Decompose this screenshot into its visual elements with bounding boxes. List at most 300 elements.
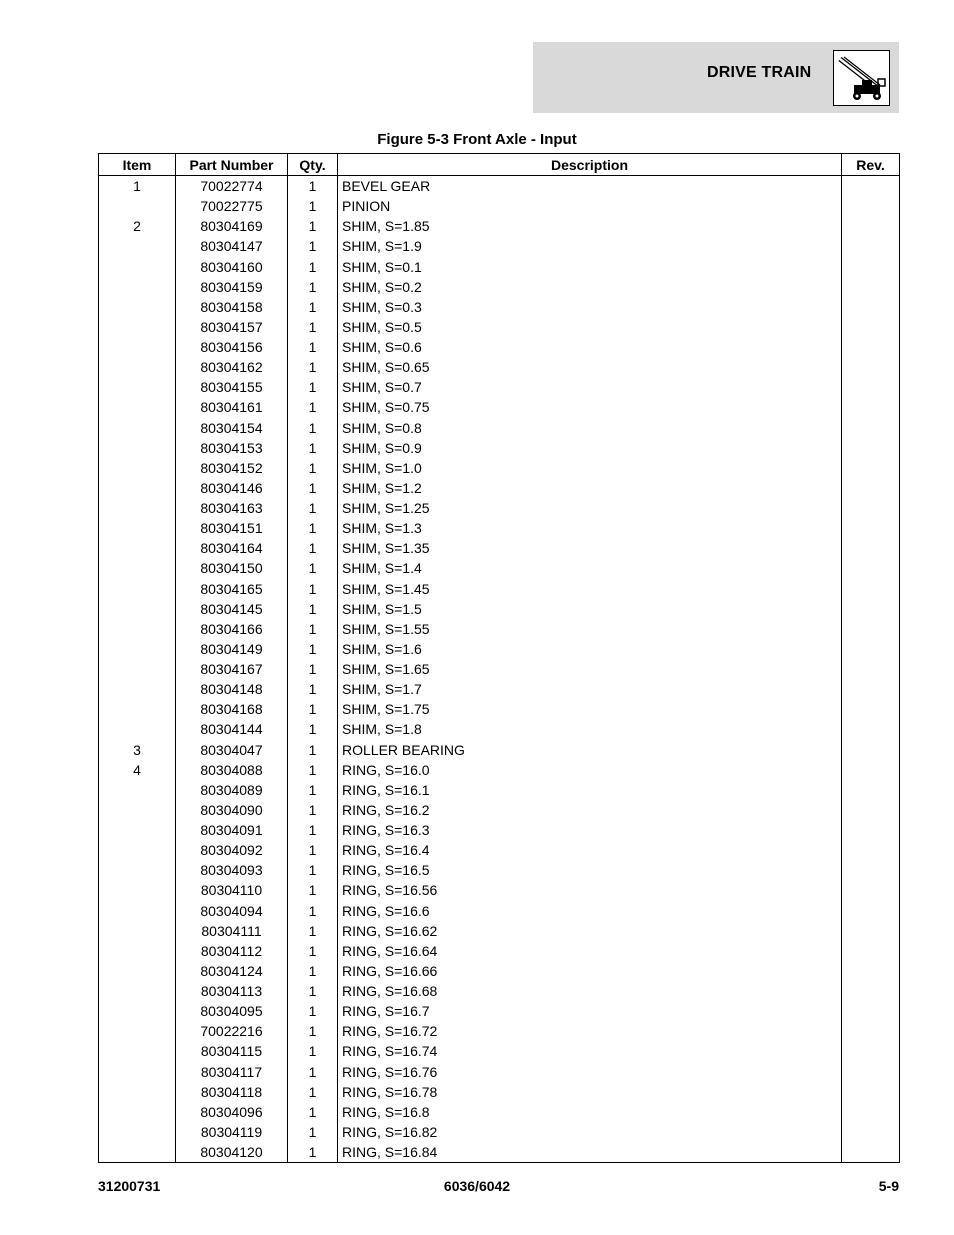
cell-part-number: 80304156 [176, 337, 288, 357]
table-row [99, 719, 900, 739]
cell-description: SHIM, S=1.6 [338, 639, 842, 659]
cell-qty: 1 [288, 579, 338, 599]
cell-part-number: 80304164 [176, 538, 288, 558]
cell-item [99, 438, 176, 458]
cell-description: SHIM, S=0.5 [338, 317, 842, 337]
table-row [99, 1082, 900, 1102]
cell-rev [842, 196, 900, 216]
cell-description: RING, S=16.84 [338, 1142, 842, 1163]
cell-item [99, 579, 176, 599]
table-row [99, 458, 900, 478]
parts-table-body [99, 176, 900, 1163]
table-row [99, 277, 900, 297]
cell-qty: 1 [288, 639, 338, 659]
cell-rev [842, 458, 900, 478]
cell-qty: 1 [288, 337, 338, 357]
cell-qty: 1 [288, 880, 338, 900]
table-row [99, 699, 900, 719]
table-row [99, 317, 900, 337]
cell-rev [842, 679, 900, 699]
table-row [99, 599, 900, 619]
cell-part-number: 80304124 [176, 961, 288, 981]
cell-part-number: 80304113 [176, 981, 288, 1001]
cell-description: RING, S=16.68 [338, 981, 842, 1001]
cell-item [99, 397, 176, 417]
cell-description: SHIM, S=0.1 [338, 257, 842, 277]
cell-part-number: 80304159 [176, 277, 288, 297]
column-header-part-number: Part Number [176, 154, 288, 176]
section-title: DRIVE TRAIN [707, 64, 812, 81]
cell-qty: 1 [288, 1122, 338, 1142]
cell-qty: 1 [288, 740, 338, 760]
cell-description: SHIM, S=0.65 [338, 357, 842, 377]
table-row [99, 558, 900, 578]
cell-rev [842, 317, 900, 337]
cell-rev [842, 1001, 900, 1021]
cell-description: RING, S=16.72 [338, 1021, 842, 1041]
table-row [99, 860, 900, 880]
table-row [99, 639, 900, 659]
cell-part-number: 80304088 [176, 760, 288, 780]
cell-description: RING, S=16.1 [338, 780, 842, 800]
cell-qty: 1 [288, 1041, 338, 1061]
cell-rev [842, 800, 900, 820]
cell-description: SHIM, S=1.3 [338, 518, 842, 538]
cell-qty: 1 [288, 719, 338, 739]
cell-rev [842, 518, 900, 538]
cell-rev [842, 337, 900, 357]
cell-part-number: 80304118 [176, 1082, 288, 1102]
cell-qty: 1 [288, 458, 338, 478]
cell-item [99, 518, 176, 538]
table-row [99, 257, 900, 277]
cell-rev [842, 438, 900, 458]
cell-part-number: 80304158 [176, 297, 288, 317]
cell-part-number: 80304152 [176, 458, 288, 478]
table-row [99, 740, 900, 760]
cell-rev [842, 579, 900, 599]
parts-table [98, 153, 900, 1163]
cell-rev [842, 297, 900, 317]
cell-part-number: 80304115 [176, 1041, 288, 1061]
cell-part-number: 80304095 [176, 1001, 288, 1021]
cell-rev [842, 1082, 900, 1102]
cell-part-number: 80304150 [176, 558, 288, 578]
cell-qty: 1 [288, 176, 338, 197]
cell-item [99, 277, 176, 297]
cell-part-number: 80304094 [176, 901, 288, 921]
table-row [99, 538, 900, 558]
cell-item [99, 418, 176, 438]
cell-qty: 1 [288, 478, 338, 498]
cell-part-number: 80304160 [176, 257, 288, 277]
cell-description: BEVEL GEAR [338, 176, 842, 197]
cell-description: SHIM, S=1.55 [338, 619, 842, 639]
cell-part-number: 80304047 [176, 740, 288, 760]
cell-part-number: 80304096 [176, 1102, 288, 1122]
cell-description: SHIM, S=0.6 [338, 337, 842, 357]
cell-item [99, 236, 176, 256]
cell-description: SHIM, S=0.7 [338, 377, 842, 397]
cell-rev [842, 478, 900, 498]
cell-part-number: 80304163 [176, 498, 288, 518]
table-row [99, 498, 900, 518]
cell-item [99, 921, 176, 941]
cell-part-number: 70022216 [176, 1021, 288, 1041]
cell-item [99, 498, 176, 518]
cell-rev [842, 659, 900, 679]
cell-part-number: 80304089 [176, 780, 288, 800]
cell-item [99, 1142, 176, 1163]
cell-rev [842, 760, 900, 780]
table-row [99, 196, 900, 216]
cell-item [99, 458, 176, 478]
cell-qty: 1 [288, 599, 338, 619]
cell-qty: 1 [288, 357, 338, 377]
cell-part-number: 80304090 [176, 800, 288, 820]
cell-qty: 1 [288, 1021, 338, 1041]
cell-item [99, 1102, 176, 1122]
cell-description: RING, S=16.64 [338, 941, 842, 961]
footer-model: 6036/6042 [443, 1178, 511, 1194]
table-row [99, 840, 900, 860]
cell-rev [842, 1102, 900, 1122]
table-row [99, 418, 900, 438]
table-row [99, 820, 900, 840]
cell-rev [842, 840, 900, 860]
column-header-description: Description [338, 154, 842, 176]
cell-description: SHIM, S=0.9 [338, 438, 842, 458]
cell-rev [842, 257, 900, 277]
cell-part-number: 80304162 [176, 357, 288, 377]
cell-item [99, 377, 176, 397]
figure-title: Figure 5-3 Front Axle - Input [377, 131, 577, 148]
cell-item [99, 860, 176, 880]
cell-item: 3 [99, 740, 176, 760]
cell-description: RING, S=16.2 [338, 800, 842, 820]
cell-item [99, 196, 176, 216]
cell-qty: 1 [288, 317, 338, 337]
cell-rev [842, 1041, 900, 1061]
cell-item [99, 1082, 176, 1102]
cell-item [99, 538, 176, 558]
cell-part-number: 80304093 [176, 860, 288, 880]
cell-rev [842, 1122, 900, 1142]
cell-part-number: 80304119 [176, 1122, 288, 1142]
cell-item [99, 599, 176, 619]
cell-part-number: 80304168 [176, 699, 288, 719]
cell-item [99, 357, 176, 377]
cell-qty: 1 [288, 1102, 338, 1122]
cell-rev [842, 941, 900, 961]
cell-rev [842, 699, 900, 719]
cell-description: SHIM, S=1.65 [338, 659, 842, 679]
column-header-rev: Rev. [842, 154, 900, 176]
cell-rev [842, 599, 900, 619]
cell-description: SHIM, S=1.8 [338, 719, 842, 739]
table-row [99, 236, 900, 256]
cell-qty: 1 [288, 659, 338, 679]
table-row [99, 579, 900, 599]
cell-qty: 1 [288, 438, 338, 458]
cell-item [99, 719, 176, 739]
cell-part-number: 80304157 [176, 317, 288, 337]
table-row [99, 800, 900, 820]
cell-description: RING, S=16.4 [338, 840, 842, 860]
table-row [99, 961, 900, 981]
table-row [99, 760, 900, 780]
cell-qty: 1 [288, 981, 338, 1001]
cell-qty: 1 [288, 277, 338, 297]
cell-item [99, 981, 176, 1001]
cell-part-number: 80304169 [176, 216, 288, 236]
cell-rev [842, 216, 900, 236]
table-row [99, 337, 900, 357]
cell-rev [842, 740, 900, 760]
cell-item [99, 880, 176, 900]
cell-item [99, 619, 176, 639]
table-row [99, 1001, 900, 1021]
cell-item [99, 679, 176, 699]
cell-description: RING, S=16.0 [338, 760, 842, 780]
cell-rev [842, 639, 900, 659]
cell-item [99, 961, 176, 981]
cell-item [99, 800, 176, 820]
cell-item [99, 1062, 176, 1082]
cell-part-number: 80304120 [176, 1142, 288, 1163]
cell-rev [842, 538, 900, 558]
cell-description: RING, S=16.3 [338, 820, 842, 840]
cell-part-number: 70022775 [176, 196, 288, 216]
cell-qty: 1 [288, 1082, 338, 1102]
cell-description: SHIM, S=1.35 [338, 538, 842, 558]
table-row [99, 941, 900, 961]
table-row [99, 1062, 900, 1082]
cell-part-number: 80304111 [176, 921, 288, 941]
table-row [99, 478, 900, 498]
cell-qty: 1 [288, 961, 338, 981]
cell-rev [842, 176, 900, 197]
cell-item: 2 [99, 216, 176, 236]
cell-part-number: 80304149 [176, 639, 288, 659]
table-row [99, 176, 900, 197]
cell-qty: 1 [288, 921, 338, 941]
cell-qty: 1 [288, 216, 338, 236]
cell-part-number: 80304117 [176, 1062, 288, 1082]
cell-description: SHIM, S=1.7 [338, 679, 842, 699]
cell-qty: 1 [288, 941, 338, 961]
cell-part-number: 80304151 [176, 518, 288, 538]
cell-item [99, 317, 176, 337]
cell-description: SHIM, S=1.5 [338, 599, 842, 619]
cell-part-number: 80304165 [176, 579, 288, 599]
cell-qty: 1 [288, 1062, 338, 1082]
cell-description: RING, S=16.6 [338, 901, 842, 921]
cell-qty: 1 [288, 397, 338, 417]
cell-qty: 1 [288, 418, 338, 438]
cell-qty: 1 [288, 679, 338, 699]
cell-description: RING, S=16.62 [338, 921, 842, 941]
cell-item [99, 1021, 176, 1041]
cell-qty: 1 [288, 780, 338, 800]
cell-part-number: 80304091 [176, 820, 288, 840]
cell-rev [842, 558, 900, 578]
table-row [99, 377, 900, 397]
cell-description: RING, S=16.8 [338, 1102, 842, 1122]
cell-rev [842, 820, 900, 840]
table-row [99, 1142, 900, 1163]
cell-item [99, 1001, 176, 1021]
cell-qty: 1 [288, 1142, 338, 1163]
cell-part-number: 80304144 [176, 719, 288, 739]
cell-rev [842, 860, 900, 880]
cell-qty: 1 [288, 860, 338, 880]
cell-rev [842, 418, 900, 438]
cell-rev [842, 357, 900, 377]
cell-description: RING, S=16.74 [338, 1041, 842, 1061]
cell-part-number: 70022774 [176, 176, 288, 197]
cell-description: SHIM, S=1.2 [338, 478, 842, 498]
cell-description: PINION [338, 196, 842, 216]
cell-rev [842, 961, 900, 981]
cell-item [99, 820, 176, 840]
cell-description: SHIM, S=1.9 [338, 236, 842, 256]
cell-item: 4 [99, 760, 176, 780]
cell-rev [842, 1021, 900, 1041]
table-row [99, 357, 900, 377]
table-row [99, 438, 900, 458]
cell-qty: 1 [288, 538, 338, 558]
cell-part-number: 80304153 [176, 438, 288, 458]
cell-description: SHIM, S=1.45 [338, 579, 842, 599]
cell-item [99, 558, 176, 578]
cell-description: RING, S=16.66 [338, 961, 842, 981]
table-row [99, 1122, 900, 1142]
cell-item [99, 659, 176, 679]
table-row [99, 297, 900, 317]
cell-item [99, 840, 176, 860]
cell-part-number: 80304154 [176, 418, 288, 438]
cell-description: RING, S=16.5 [338, 860, 842, 880]
cell-qty: 1 [288, 498, 338, 518]
cell-part-number: 80304161 [176, 397, 288, 417]
cell-qty: 1 [288, 236, 338, 256]
cell-rev [842, 921, 900, 941]
cell-qty: 1 [288, 840, 338, 860]
cell-item [99, 478, 176, 498]
cell-rev [842, 397, 900, 417]
cell-part-number: 80304110 [176, 880, 288, 900]
cell-item [99, 941, 176, 961]
cell-part-number: 80304167 [176, 659, 288, 679]
cell-part-number: 80304148 [176, 679, 288, 699]
footer-doc-number: 31200731 [98, 1178, 161, 1194]
cell-part-number: 80304166 [176, 619, 288, 639]
cell-qty: 1 [288, 901, 338, 921]
cell-description: RING, S=16.78 [338, 1082, 842, 1102]
cell-rev [842, 780, 900, 800]
table-row [99, 1041, 900, 1061]
cell-rev [842, 498, 900, 518]
cell-rev [842, 719, 900, 739]
table-row [99, 397, 900, 417]
cell-rev [842, 880, 900, 900]
cell-description: SHIM, S=0.2 [338, 277, 842, 297]
cell-qty: 1 [288, 760, 338, 780]
cell-description: RING, S=16.76 [338, 1062, 842, 1082]
table-row [99, 880, 900, 900]
table-row [99, 1102, 900, 1122]
cell-rev [842, 1142, 900, 1163]
table-header-row [99, 154, 900, 176]
cell-qty: 1 [288, 257, 338, 277]
cell-item [99, 257, 176, 277]
cell-rev [842, 1062, 900, 1082]
column-header-qty: Qty. [288, 154, 338, 176]
table-row [99, 659, 900, 679]
cell-qty: 1 [288, 377, 338, 397]
cell-qty: 1 [288, 518, 338, 538]
cell-description: RING, S=16.82 [338, 1122, 842, 1142]
cell-item [99, 297, 176, 317]
cell-part-number: 80304147 [176, 236, 288, 256]
cell-description: SHIM, S=0.3 [338, 297, 842, 317]
cell-description: SHIM, S=1.25 [338, 498, 842, 518]
cell-qty: 1 [288, 558, 338, 578]
table-row [99, 216, 900, 236]
cell-part-number: 80304112 [176, 941, 288, 961]
cell-qty: 1 [288, 820, 338, 840]
cell-qty: 1 [288, 196, 338, 216]
cell-description: SHIM, S=0.8 [338, 418, 842, 438]
cell-qty: 1 [288, 1001, 338, 1021]
cell-item [99, 780, 176, 800]
cell-part-number: 80304155 [176, 377, 288, 397]
cell-qty: 1 [288, 800, 338, 820]
cell-item [99, 1122, 176, 1142]
cell-qty: 1 [288, 619, 338, 639]
table-row [99, 619, 900, 639]
table-row [99, 679, 900, 699]
cell-rev [842, 619, 900, 639]
table-row [99, 981, 900, 1001]
cell-rev [842, 901, 900, 921]
table-row [99, 1021, 900, 1041]
cell-rev [842, 277, 900, 297]
cell-description: SHIM, S=1.4 [338, 558, 842, 578]
cell-description: SHIM, S=1.0 [338, 458, 842, 478]
cell-part-number: 80304146 [176, 478, 288, 498]
cell-qty: 1 [288, 297, 338, 317]
cell-description: RING, S=16.7 [338, 1001, 842, 1021]
cell-item [99, 901, 176, 921]
table-row [99, 780, 900, 800]
cell-description: SHIM, S=1.75 [338, 699, 842, 719]
cell-description: ROLLER BEARING [338, 740, 842, 760]
cell-description: SHIM, S=1.85 [338, 216, 842, 236]
cell-part-number: 80304145 [176, 599, 288, 619]
cell-rev [842, 236, 900, 256]
cell-item: 1 [99, 176, 176, 197]
cell-part-number: 80304092 [176, 840, 288, 860]
table-row [99, 518, 900, 538]
cell-rev [842, 377, 900, 397]
cell-qty: 1 [288, 699, 338, 719]
cell-item [99, 1041, 176, 1061]
cell-item [99, 699, 176, 719]
cell-description: SHIM, S=0.75 [338, 397, 842, 417]
cell-rev [842, 981, 900, 1001]
